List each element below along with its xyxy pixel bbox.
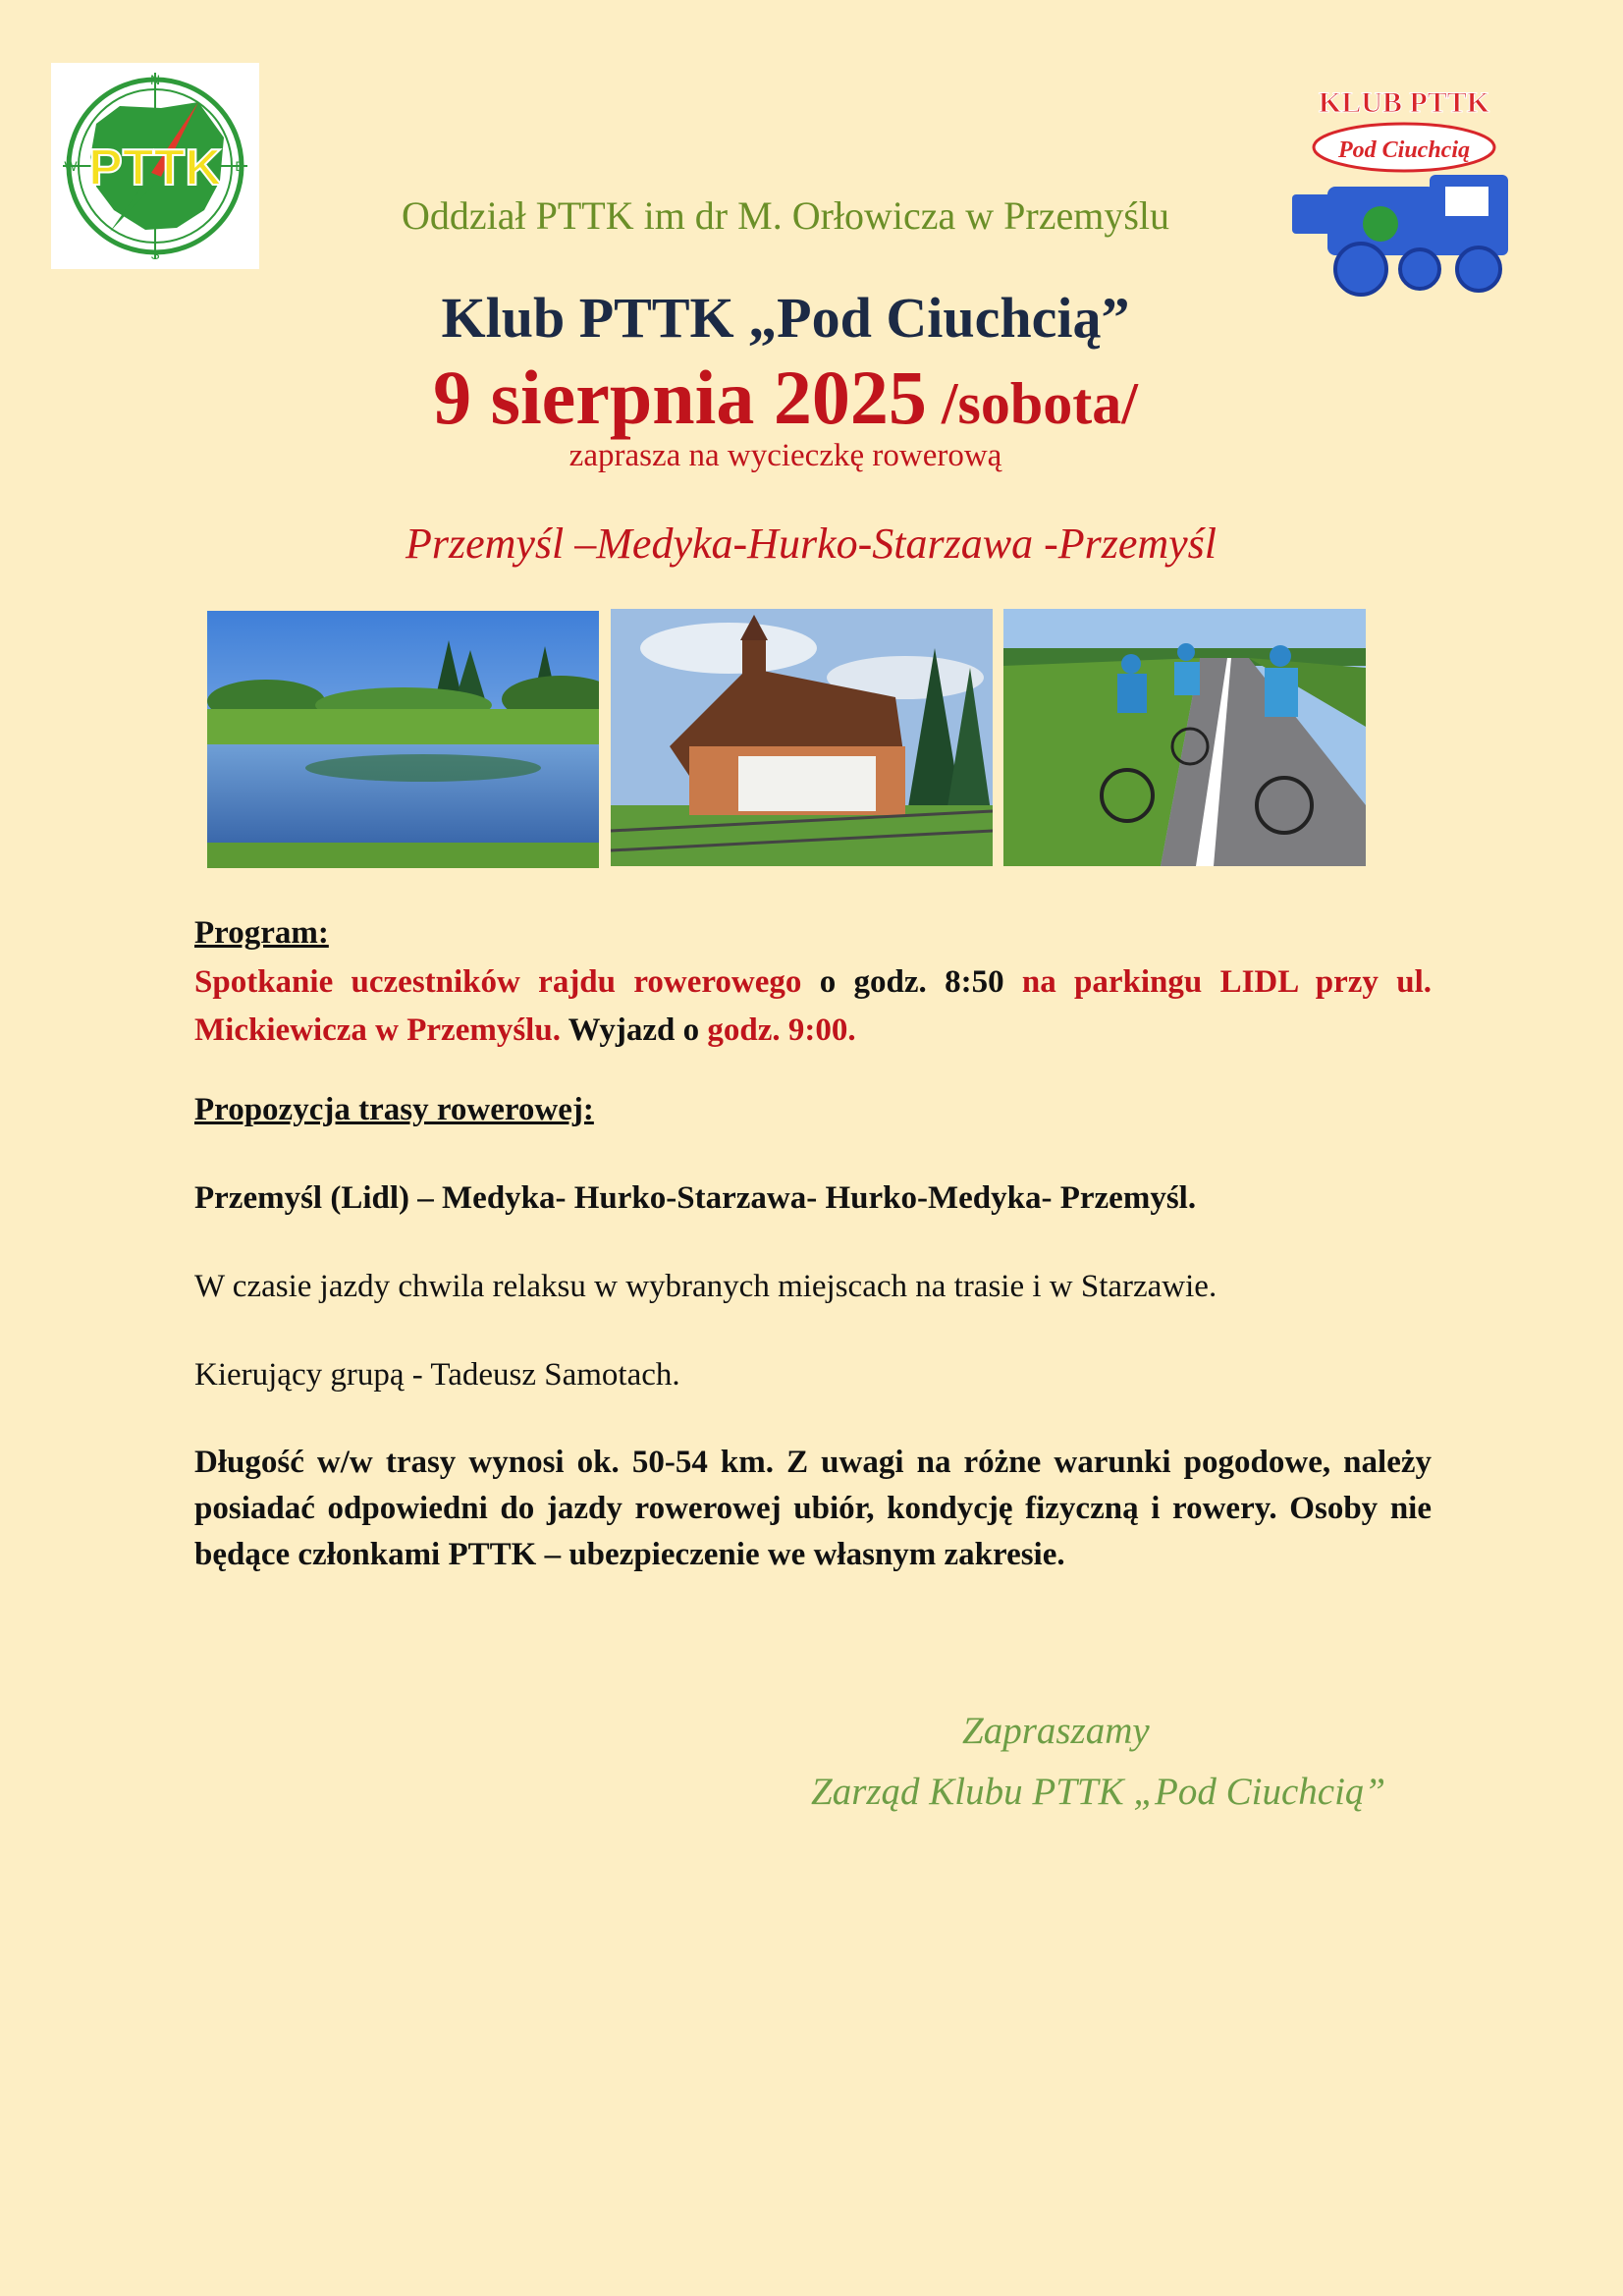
program-section <box>194 909 1432 1056</box>
pttk-logo <box>51 63 259 269</box>
route-line: Przemyśl (Lidl) – Medyka- Hurko-Starzawa- Hurko-Medyka- Przemyśl. <box>194 1180 1197 1216</box>
relax-line: W czasie jazdy chwila relaksu w wybranych miejscach na trasie i w Starzawie. <box>194 1269 1217 1304</box>
cyclists-photo <box>1003 609 1366 866</box>
club-title: Klub PTTK „Pod Ciuchcią” <box>441 286 1130 350</box>
svg-text:W: W <box>64 158 78 174</box>
pttk-logo-text: PTTK <box>88 139 222 196</box>
event-date <box>295 354 1276 442</box>
church-photo <box>611 609 993 866</box>
club-logo-title: KLUB PTTK <box>1318 86 1490 119</box>
meeting-time: o godz. 8:50 <box>801 963 1022 1000</box>
svg-text:S: S <box>150 246 160 262</box>
club-logo-badge: Pod Ciuchcią <box>1337 137 1471 163</box>
route-heading: Propozycja trasy rowerowej: <box>194 1092 594 1127</box>
departure-text: Wyjazd o <box>560 1012 708 1048</box>
club-train-logo <box>1272 77 1536 308</box>
invite-line: zaprasza na wycieczkę rowerową <box>568 438 1002 473</box>
closing-invite: Zapraszamy <box>962 1710 1150 1752</box>
departure-time: godz. 9:00. <box>707 1012 856 1048</box>
distance-info: Długość w/w trasy wynosi ok. 50-54 km. Z uwagi na różne warunki pogodowe, należy posiadać odpowiedni do jazdy rowerowej ubiór, kondycję fizyczną i rowery. Osoby nie będące członkami PTTK – ubezpieczenie we własnym zakresie. <box>194 1445 1432 1572</box>
organization-name: Oddział PTTK im dr M. Orłowicza w Przemyślu <box>401 193 1170 238</box>
meeting-text-1: Spotkanie uczestników rajdu rowerowego <box>194 963 802 1000</box>
meeting-place: na parkingu LIDL przy ul. Mickiewicza w Przemyślu. <box>194 963 1432 1048</box>
svg-text:E: E <box>235 158 244 174</box>
route-title: Przemyśl –Medyka-Hurko-Starzawa -Przemyśl <box>405 519 1217 568</box>
event-date-main: 9 sierpnia 2025 <box>433 355 927 440</box>
leader-line: Kierujący grupą - Tadeusz Samotach. <box>194 1357 680 1393</box>
meeting-info <box>194 958 1432 1056</box>
closing-signature: Zarząd Klubu PTTK „Pod Ciuchcią” <box>811 1771 1386 1813</box>
program-heading: Program: <box>194 915 329 951</box>
svg-text:N: N <box>149 72 161 87</box>
event-day: /sobota/ <box>926 371 1138 436</box>
lake-photo <box>207 611 599 868</box>
